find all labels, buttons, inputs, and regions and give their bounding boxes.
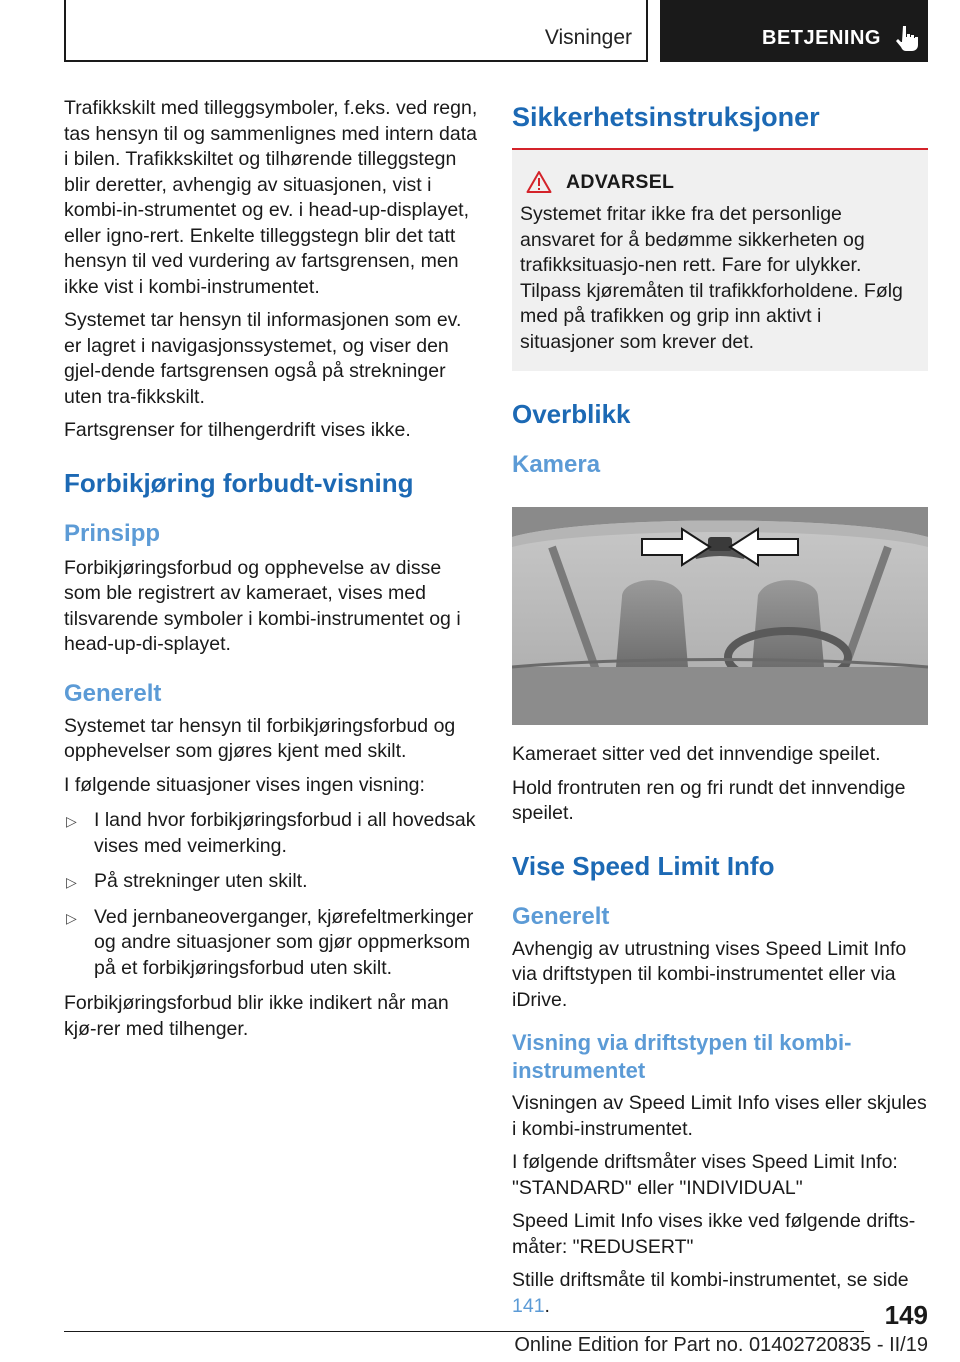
heading-sikkerhet: Sikkerhetsinstruksjoner <box>512 102 820 132</box>
warning-triangle-icon <box>526 170 552 194</box>
paragraph: Visningen av Speed Limit Info vises eller skjules i kombi-instrumentet. <box>512 1092 927 1140</box>
right-column <box>512 96 928 1327</box>
car-interior-camera-icon <box>512 507 928 725</box>
heading-visning-via-driftstypen: Visning via driftstypen til kombi-instrumentet <box>512 1030 852 1083</box>
heading-forbikjoring: Forbikjøring forbudt-visning <box>64 467 414 498</box>
paragraph: Fartsgrenser for tilhengerdrift vises ikke. <box>64 419 411 441</box>
paragraph: I følgende driftsmåter vises Speed Limit Info: "STANDARD" eller "INDIVIDUAL" <box>512 1151 898 1199</box>
paragraph: Speed Limit Info vises ikke ved følgende drifts-måter: "REDUSERT" <box>512 1210 916 1258</box>
page-header <box>64 0 928 66</box>
list-item: ▷ I land hvor forbikjøringsforbud i all hovedsak vises med veimerking. <box>66 809 476 857</box>
paragraph: Forbikjøringsforbud og opphevelse av disse som ble registrert av kameraet, vises med tilsvarende symboler i kombi-instrumentet og i head-up-di-splayet. <box>64 556 461 655</box>
heading-generelt: Generelt <box>64 679 162 707</box>
chapter-tab <box>660 0 928 62</box>
left-column <box>64 96 480 1050</box>
paragraph: Stille driftsmåte til kombi-instrumentet, se side 141. <box>512 1269 909 1317</box>
list-item: ▷ Ved jernbaneoverganger, kjørefeltmerkinger og andre situasjoner som gjør oppmerksom på et forbikjøringsforbud uten skilt. <box>66 905 474 979</box>
bullet-marker-icon: ▷ <box>66 874 77 890</box>
bullet-marker-icon: ▷ <box>66 813 77 829</box>
heading-prinsipp: Prinsipp <box>64 519 161 547</box>
heading-generelt-2: Generelt <box>512 902 610 930</box>
warning-header <box>520 170 920 194</box>
list-item: ▷ På strekninger uten skilt. <box>64 869 480 895</box>
section-tab <box>64 0 648 62</box>
heading-kamera: Kamera <box>512 451 601 478</box>
bullet-list <box>64 808 480 981</box>
paragraph: Forbikjøringsforbud blir ikke indikert når man kjø-rer med tilhenger. <box>64 992 449 1040</box>
section-title: Visninger <box>544 26 632 49</box>
paragraph: Systemet tar hensyn til informasjonen som ev. er lagret i navigasjonssystemet, og viser den gjel-dende fartsgrensen også på strekninger uten tra-fikkskilt. <box>64 309 462 408</box>
bullet-marker-icon: ▷ <box>66 909 77 926</box>
paragraph: Hold frontruten ren og fri rundt det innvendige speilet. <box>512 776 906 824</box>
heading-vise-speed-limit: Vise Speed Limit Info <box>512 850 775 881</box>
page-link[interactable]: 141 <box>512 1294 545 1317</box>
chapter-title: BETJENING <box>762 27 881 49</box>
heading-overblikk: Overblikk <box>512 399 631 429</box>
pointing-hand-icon <box>894 24 920 52</box>
paragraph: Trafikkskilt med tilleggsymboler, f.eks. ved regn, tas hensyn til og sammenlignes med intern data i bilen. Trafikkskiltet og tilhørende tilleggstegn blir deretter, avhengig av situasjonen, vist i kombi-in-strumentet og ev. i head-up-displayet, eller igno-rert. Enkelte tilleggstegn blir det tatt hensyn til ved vurdering av fartsgrensen, men ikke vist i kombi-instrumentet. <box>64 97 478 298</box>
paragraph: Systemet tar hensyn til forbikjøringsforbud og opphevelser som gjøres kjent med skilt. <box>64 714 456 762</box>
warning-text: Systemet fritar ikke fra det personlige ansvaret for å bedømme sikkerheten og trafikksituasjo-nen rett. Fare for ulykker. Tilpass kjøremåten til trafikkforholdene. Følg med på trafikken og grip inn aktivt i situasjoner som krever det. <box>520 203 903 353</box>
footer-edition: Online Edition for Part no. 01402720835 - II/19 <box>514 1334 928 1356</box>
paragraph: I følgende situasjoner vises ingen visning: <box>64 773 425 796</box>
paragraph: Kameraet sitter ved det innvendige speilet. <box>512 743 881 765</box>
paragraph: Avhengig av utrustning vises Speed Limit Info via driftstypen til kombi-instrumentet eller via iDrive. <box>512 937 907 1011</box>
warning-title: ADVARSEL <box>566 170 675 193</box>
warning-box <box>512 148 928 371</box>
page-number: 149 <box>884 1300 928 1330</box>
footer-divider <box>64 1331 864 1332</box>
